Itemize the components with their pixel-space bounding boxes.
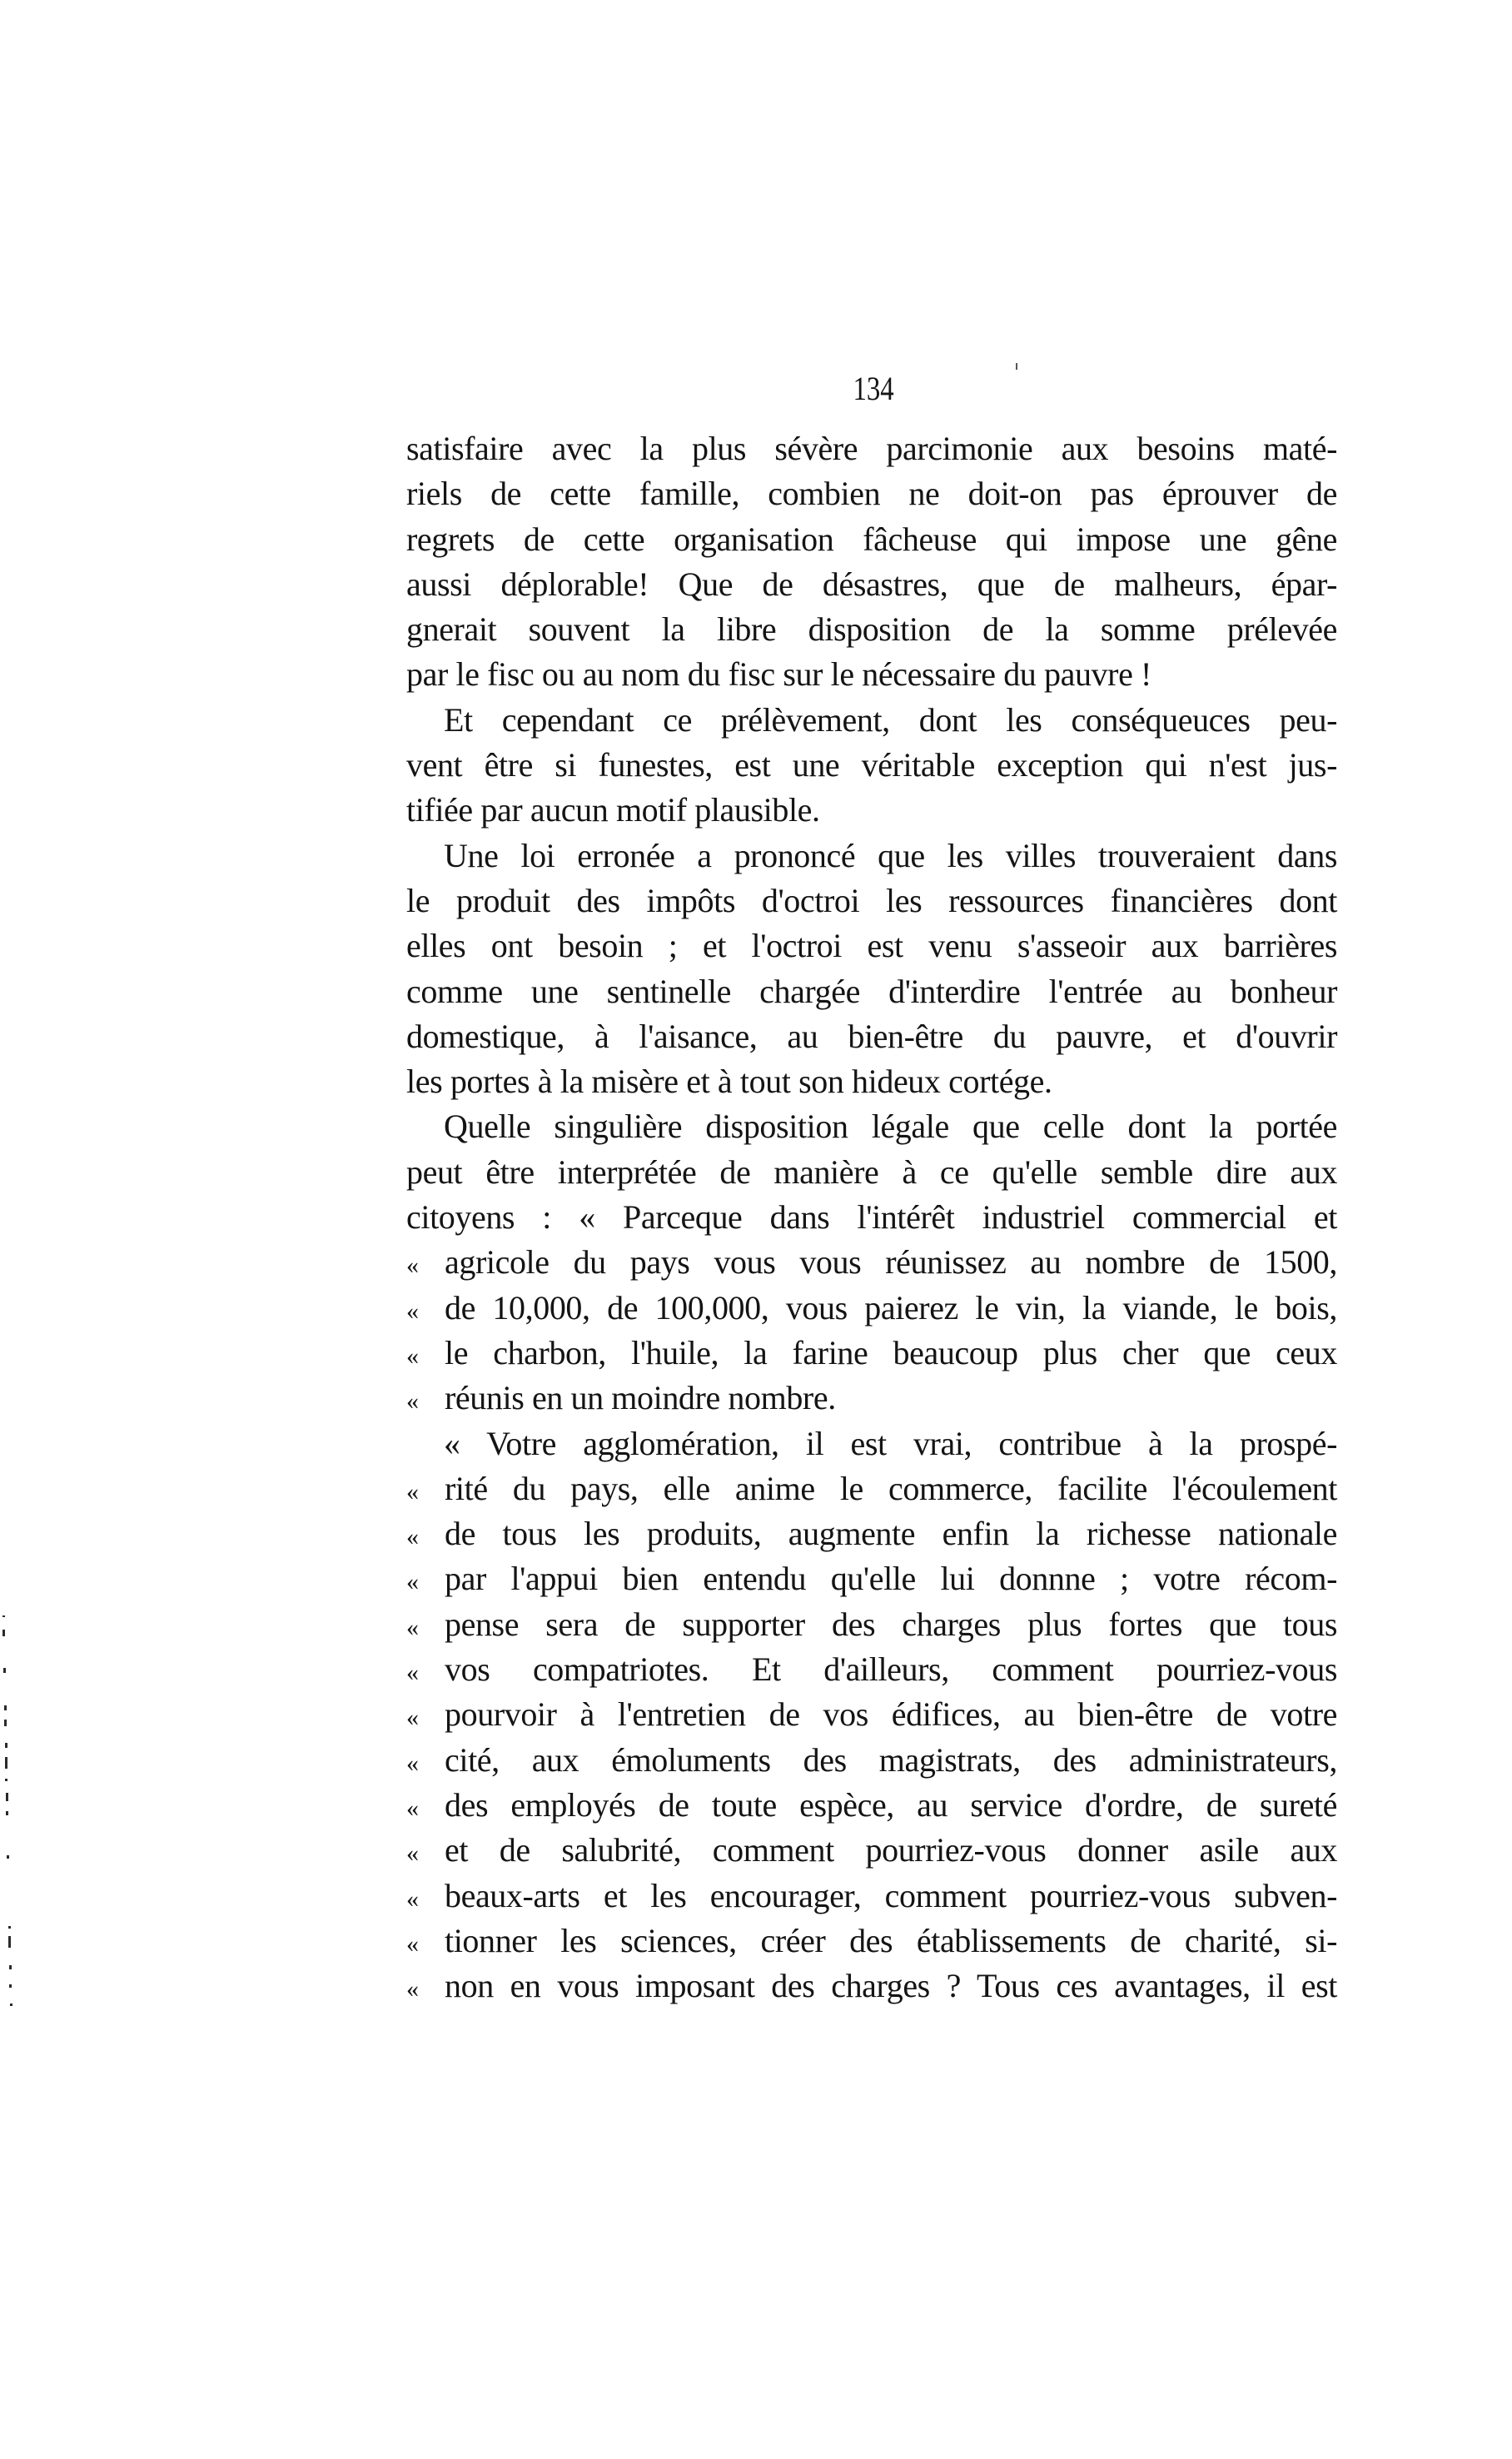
quoted-text: cité, aux émoluments des magistrats, des administrateurs, <box>445 1740 1337 1779</box>
scan-speck <box>4 1720 7 1726</box>
quoted-line <box>406 1240 1337 1285</box>
quoted-text: pourvoir à l'entretien de vos édifices, au bien-être de votre <box>445 1695 1337 1734</box>
quoted-text: de tous les produits, augmente enfin la richesse nationale <box>445 1515 1337 1553</box>
quoted-text: le charbon, l'huile, la farine beaucoup plus cher que ceux <box>445 1333 1337 1371</box>
text-line: « Votre agglomération, il est vrai, contribue à la prospé- <box>444 1424 1337 1462</box>
guillemet: « <box>406 1659 419 1687</box>
scan-speck <box>8 1926 11 1929</box>
guillemet: « <box>406 1929 419 1958</box>
quoted-line <box>406 1874 1337 1919</box>
text-line: gnerait souvent la libre disposition de la somme prélevée <box>406 610 1337 649</box>
scan-speck <box>6 1811 8 1815</box>
text-line: peut être interprétée de manière à ce qu'elle semble dire aux <box>406 1152 1337 1191</box>
text-line: les portes à la misère et à tout son hideux cortége. <box>406 1063 1052 1101</box>
paragraph <box>406 1421 1337 2009</box>
quoted-line <box>406 1783 1337 1828</box>
text-line: elles ont besoin ; et l'octroi est venu s'asseoir aux barrières <box>406 927 1337 965</box>
quoted-line <box>406 1286 1337 1331</box>
guillemet: « <box>406 1794 419 1822</box>
guillemet: « <box>406 1387 419 1416</box>
quoted-text: tionner les sciences, créer des établissements de charité, si- <box>445 1921 1337 1959</box>
quoted-text: réunis en un moindre nombre. <box>445 1379 836 1417</box>
quoted-line <box>406 1602 1337 1647</box>
quoted-text: agricole du pays vous vous réunissez au nombre de 1500, <box>445 1243 1337 1282</box>
scan-speck <box>4 1705 7 1710</box>
guillemet: « <box>406 1704 419 1732</box>
text-line: satisfaire avec la plus sévère parcimonie aux besoins maté- <box>406 430 1337 467</box>
quoted-text: rité du pays, elle anime le commerce, facilite l'écoulement <box>445 1469 1337 1507</box>
text-line: tifiée par aucun motif plausible. <box>406 791 820 829</box>
text-line: Une loi erronée a prononcé que les villes trouveraient dans <box>444 836 1337 874</box>
text-line: Quelle singulière disposition légale que celle dont la portée <box>444 1108 1337 1146</box>
text-line: aussi déplorable! Que de désastres, que de malheurs, épar- <box>406 565 1337 603</box>
scan-speck <box>9 1984 12 1988</box>
guillemet: « <box>406 1839 419 1868</box>
scan-speck <box>5 1779 7 1781</box>
scan-speck <box>5 1743 7 1748</box>
text-line: par le fisc ou au nom du fisc sur le nécessaire du pauvre ! <box>406 655 1151 694</box>
quoted-line <box>406 1331 1337 1376</box>
quoted-text: et de salubrité, comment pourriez-vous donner asile aux <box>445 1831 1337 1869</box>
quoted-text: par l'appui bien entendu qu'elle lui donnne ; votre récom- <box>445 1560 1337 1598</box>
paragraph <box>406 1104 1337 1421</box>
quoted-line <box>406 1964 1337 2009</box>
quoted-line <box>406 1919 1337 1964</box>
quoted-line <box>406 1828 1337 1873</box>
guillemet: « <box>406 1477 419 1506</box>
quoted-text: vos compatriotes. Et d'ailleurs, comment pourriez-vous <box>445 1650 1337 1689</box>
text-line: Et cependant ce prélèvement, dont les conséqueuces peu- <box>444 700 1337 739</box>
scan-speck <box>2 1630 5 1636</box>
guillemet: « <box>406 1341 419 1370</box>
text-line: comme une sentinelle chargée d'interdire l'entrée au bonheur <box>406 972 1337 1010</box>
quoted-text: pense sera de supporter des charges plus fortes que tous <box>445 1605 1337 1643</box>
scan-speck <box>5 1757 7 1769</box>
guillemet: « <box>406 1613 419 1641</box>
scan-speck <box>2 1615 5 1617</box>
text-line: regrets de cette organisation fâcheuse qui impose une gêne <box>406 520 1337 558</box>
quoted-line <box>406 1376 1337 1421</box>
quoted-line <box>406 1692 1337 1737</box>
quoted-text: des employés de toute espèce, au service d'ordre, de sureté <box>445 1785 1337 1824</box>
paragraph <box>406 698 1337 834</box>
guillemet: « <box>406 1252 419 1280</box>
body-text <box>406 426 1337 2009</box>
quoted-text: non en vous imposant des charges ? Tous ces avantages, il est <box>445 1967 1337 2005</box>
text-line: le produit des impôts d'octroi les ressources financières dont <box>406 881 1337 919</box>
scan-speck <box>10 2004 12 2006</box>
quoted-line <box>406 1511 1337 1556</box>
guillemet: « <box>406 1749 419 1777</box>
scan-speck <box>9 1965 12 1969</box>
scan-speck <box>7 1855 9 1859</box>
paragraph <box>406 426 1337 698</box>
quoted-line <box>406 1738 1337 1783</box>
scan-speck <box>8 1936 11 1948</box>
text-line: domestique, à l'aisance, au bien-être du pauvre, et d'ouvrir <box>406 1017 1337 1055</box>
quoted-text: de 10,000, de 100,000, vous paierez le vin, la viande, le bois, <box>445 1288 1337 1327</box>
quoted-line <box>406 1556 1337 1601</box>
text-line: vent être si funestes, est une véritable exception qui n'est jus- <box>406 746 1337 784</box>
guillemet: « <box>406 1568 419 1596</box>
text-line: riels de cette famille, combien ne doit-on pas éprouver de <box>406 475 1337 513</box>
guillemet: « <box>406 1884 419 1913</box>
quoted-line <box>406 1466 1337 1511</box>
text-line: citoyens : « Parceque dans l'intérêt industriel commercial et <box>406 1198 1337 1237</box>
guillemet: « <box>406 1975 419 2004</box>
scan-speck <box>3 1668 6 1673</box>
page-number: 134 <box>853 370 894 407</box>
quoted-text: beaux-arts et les encourager, comment pourriez-vous subven- <box>445 1876 1337 1914</box>
scan-speck <box>6 1793 8 1801</box>
guillemet: « <box>406 1297 419 1325</box>
guillemet: « <box>406 1523 419 1551</box>
paragraph <box>406 834 1337 1105</box>
quoted-line <box>406 1647 1337 1692</box>
